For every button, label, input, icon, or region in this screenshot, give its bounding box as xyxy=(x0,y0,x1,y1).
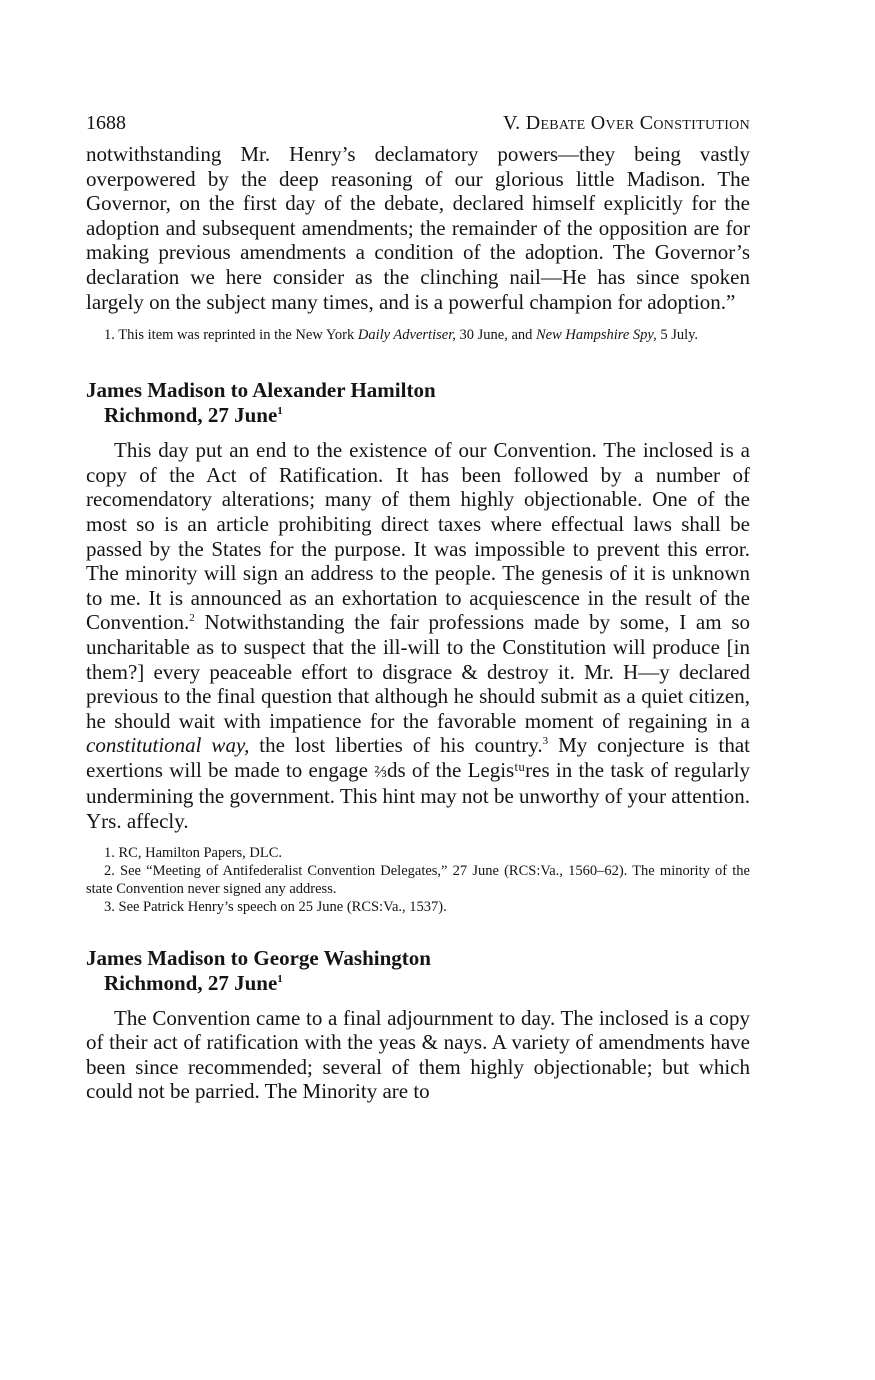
footnote-block-continuation xyxy=(86,326,750,344)
footnote-ref: 2 xyxy=(189,612,195,625)
document-place-date: Richmond, 27 June$^1$ xyxy=(104,403,283,428)
document-title: James Madison to Alexander Hamilton xyxy=(86,378,436,403)
document-place-date: Richmond, 27 June$^1$ xyxy=(104,970,283,995)
footnote: 1. This item was reprinted in the New York Daily Advertiser, 30 June, and New Hampshire Spy, 5 July. xyxy=(104,327,699,344)
book-page xyxy=(86,112,750,1104)
page-number: 1688 xyxy=(86,112,126,134)
fraction: ⅔ xyxy=(374,761,387,781)
footnote: 1. RC, Hamilton Papers, DLC. xyxy=(104,844,283,861)
footnote-ref: 1 xyxy=(277,405,283,418)
letter-body: This day put an end to the existence of our Convention. The inclosed is a copy of the Act of Ratification. It has been followed by a number of recomendatory alterations; many of them highly objectionable. One of the most so is an article prohibiting direct taxes where effectual laws shall be passed by the States for the purpose. It was impossible to prevent this error. The minority will sign an address to the people. The genesis of it is unknown to me. It is announced as an exhortation to acquiescence in the result of the Convention.$^2$ Notwithstanding the fair professions made by some, I am so uncharitable as to suspect that the ill-will to the Constitution will produce [in them?] every peaceable effort to disgrace & destroy it. Mr. H—y declared previous to the final question that although he should submit as a quiet citizen, he should wait with impatience for the favorable moment of regaining in a constitutional way, the lost liberties of his country.$^3$ My conjecture is that exertions will be made to engage ⅔ds of the Legisᵗᵘres in the task of regularly undermining the government. This hint may not be unworthy of your attention. Yrs. affecly. xyxy=(86,438,750,834)
document-heading-madison-hamilton xyxy=(86,378,750,428)
document-title: James Madison to George Washington xyxy=(86,945,431,970)
footnote: 3. See Patrick Henry’s speech on 25 June (RCS:Va., 1537). xyxy=(104,898,447,915)
footnote-ref: 3 xyxy=(542,735,549,748)
section-title: V. Debate Over Constitution xyxy=(502,112,750,134)
footnote: 2. See “Meeting of Antifederalist Convention Delegates,” 27 June (RCS:Va., 1560–62). The minority of the state Convention never signed any address. xyxy=(86,862,750,897)
footnote-ref: 1 xyxy=(277,972,283,985)
document-heading-madison-washington xyxy=(86,946,750,996)
footnote-block-madison-hamilton xyxy=(86,844,750,916)
letter-body: The Convention came to a final adjournment to day. The inclosed is a copy of their act of ratification with the yeas & nays. A variety of amendments have been since recommended; several of them highly objectionable; but which could not be parried. The Minority are to xyxy=(86,1005,750,1104)
continued-paragraph: notwithstanding Mr. Henry’s declamatory powers—they being vastly overpowered by the deep reasoning of our glorious little Madison. The Governor, on the first day of the debate, declared himself explicitly for the adoption and subsequent amendments; the remainder of the opposition are for making previous amendments a condition of the adoption. The Governor’s declaration we here consider as the clinching nail—He has since spoken largely on the subject many times, and is a powerful champion for adoption.” xyxy=(86,142,750,314)
running-head xyxy=(86,112,750,142)
